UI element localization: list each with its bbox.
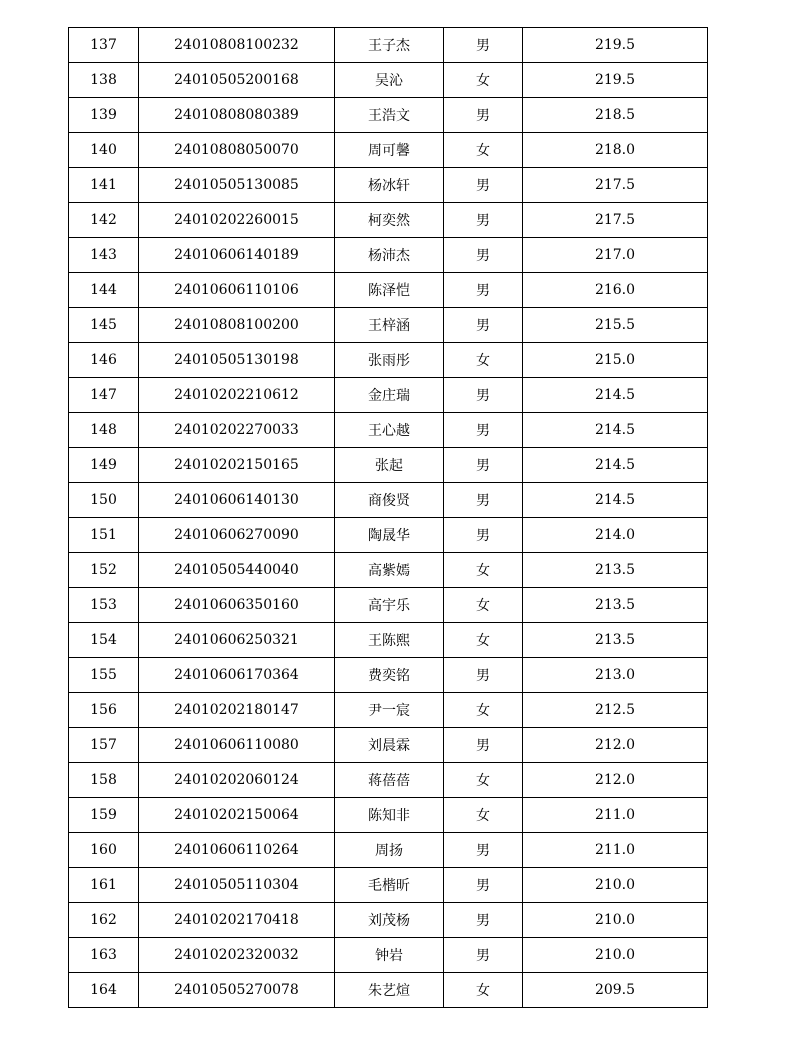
- table-row: [69, 588, 708, 623]
- score-cell: 211.0: [523, 798, 708, 833]
- table-row: [69, 168, 708, 203]
- score-cell: 214.5: [523, 448, 708, 483]
- student-name-cell: 王子杰: [335, 28, 444, 63]
- results-table: [68, 27, 708, 1008]
- row-number-cell: 141: [69, 168, 139, 203]
- row-number-cell: 142: [69, 203, 139, 238]
- student-name-cell: 王梓涵: [335, 308, 444, 343]
- student-name-cell: 刘茂杨: [335, 903, 444, 938]
- score-cell: 211.0: [523, 833, 708, 868]
- score-cell: 213.5: [523, 623, 708, 658]
- gender-cell: 男: [444, 238, 523, 273]
- table-row: [69, 98, 708, 133]
- row-number-cell: 147: [69, 378, 139, 413]
- student-name-cell: 蒋蓓蓓: [335, 763, 444, 798]
- score-cell: 219.5: [523, 28, 708, 63]
- exam-id-cell: 24010202150165: [139, 448, 335, 483]
- row-number-cell: 150: [69, 483, 139, 518]
- table-row: [69, 938, 708, 973]
- exam-id-cell: 24010505130085: [139, 168, 335, 203]
- row-number-cell: 138: [69, 63, 139, 98]
- row-number-cell: 155: [69, 658, 139, 693]
- score-cell: 210.0: [523, 938, 708, 973]
- gender-cell: 男: [444, 28, 523, 63]
- student-name-cell: 张雨彤: [335, 343, 444, 378]
- table-row: [69, 973, 708, 1008]
- score-cell: 217.5: [523, 168, 708, 203]
- row-number-cell: 157: [69, 728, 139, 763]
- score-cell: 214.0: [523, 518, 708, 553]
- exam-id-cell: 24010505110304: [139, 868, 335, 903]
- exam-id-cell: 24010505130198: [139, 343, 335, 378]
- student-name-cell: 王心越: [335, 413, 444, 448]
- exam-id-cell: 24010202060124: [139, 763, 335, 798]
- student-name-cell: 陶晟华: [335, 518, 444, 553]
- student-name-cell: 毛楷昕: [335, 868, 444, 903]
- exam-id-cell: 24010808100232: [139, 28, 335, 63]
- exam-id-cell: 24010505200168: [139, 63, 335, 98]
- row-number-cell: 161: [69, 868, 139, 903]
- student-name-cell: 尹一宸: [335, 693, 444, 728]
- student-name-cell: 周可馨: [335, 133, 444, 168]
- gender-cell: 女: [444, 973, 523, 1008]
- exam-id-cell: 24010606140189: [139, 238, 335, 273]
- table-row: [69, 28, 708, 63]
- gender-cell: 女: [444, 763, 523, 798]
- table-row: [69, 833, 708, 868]
- exam-id-cell: 24010606270090: [139, 518, 335, 553]
- row-number-cell: 149: [69, 448, 139, 483]
- score-cell: 219.5: [523, 63, 708, 98]
- row-number-cell: 154: [69, 623, 139, 658]
- table-row: [69, 448, 708, 483]
- student-name-cell: 王浩文: [335, 98, 444, 133]
- row-number-cell: 153: [69, 588, 139, 623]
- gender-cell: 男: [444, 833, 523, 868]
- row-number-cell: 160: [69, 833, 139, 868]
- row-number-cell: 144: [69, 273, 139, 308]
- table-row: [69, 63, 708, 98]
- gender-cell: 女: [444, 133, 523, 168]
- table-row: [69, 413, 708, 448]
- row-number-cell: 152: [69, 553, 139, 588]
- gender-cell: 男: [444, 658, 523, 693]
- table-row: [69, 308, 708, 343]
- exam-id-cell: 24010606110106: [139, 273, 335, 308]
- exam-id-cell: 24010606250321: [139, 623, 335, 658]
- score-cell: 210.0: [523, 868, 708, 903]
- table-row: [69, 728, 708, 763]
- gender-cell: 女: [444, 553, 523, 588]
- exam-id-cell: 24010202260015: [139, 203, 335, 238]
- score-cell: 212.5: [523, 693, 708, 728]
- score-cell: 210.0: [523, 903, 708, 938]
- exam-id-cell: 24010606110264: [139, 833, 335, 868]
- table-row: [69, 553, 708, 588]
- exam-id-cell: 24010505270078: [139, 973, 335, 1008]
- score-cell: 217.5: [523, 203, 708, 238]
- gender-cell: 男: [444, 378, 523, 413]
- student-name-cell: 朱艺煊: [335, 973, 444, 1008]
- row-number-cell: 146: [69, 343, 139, 378]
- gender-cell: 女: [444, 343, 523, 378]
- gender-cell: 男: [444, 483, 523, 518]
- gender-cell: 男: [444, 168, 523, 203]
- gender-cell: 男: [444, 728, 523, 763]
- table-row: [69, 868, 708, 903]
- student-name-cell: 金庄瑞: [335, 378, 444, 413]
- row-number-cell: 158: [69, 763, 139, 798]
- exam-id-cell: 24010202170418: [139, 903, 335, 938]
- gender-cell: 女: [444, 63, 523, 98]
- student-name-cell: 杨冰轩: [335, 168, 444, 203]
- exam-id-cell: 24010606110080: [139, 728, 335, 763]
- row-number-cell: 159: [69, 798, 139, 833]
- row-number-cell: 140: [69, 133, 139, 168]
- student-name-cell: 商俊贤: [335, 483, 444, 518]
- exam-id-cell: 24010606170364: [139, 658, 335, 693]
- score-cell: 218.5: [523, 98, 708, 133]
- row-number-cell: 143: [69, 238, 139, 273]
- row-number-cell: 156: [69, 693, 139, 728]
- gender-cell: 男: [444, 413, 523, 448]
- student-name-cell: 陈知非: [335, 798, 444, 833]
- score-cell: 212.0: [523, 763, 708, 798]
- student-name-cell: 杨沛杰: [335, 238, 444, 273]
- score-cell: 216.0: [523, 273, 708, 308]
- gender-cell: 男: [444, 448, 523, 483]
- student-name-cell: 张起: [335, 448, 444, 483]
- student-name-cell: 高宇乐: [335, 588, 444, 623]
- exam-id-cell: 24010202210612: [139, 378, 335, 413]
- score-cell: 212.0: [523, 728, 708, 763]
- gender-cell: 女: [444, 798, 523, 833]
- student-name-cell: 周扬: [335, 833, 444, 868]
- exam-id-cell: 24010202320032: [139, 938, 335, 973]
- student-name-cell: 陈泽恺: [335, 273, 444, 308]
- row-number-cell: 139: [69, 98, 139, 133]
- table-row: [69, 273, 708, 308]
- row-number-cell: 137: [69, 28, 139, 63]
- score-cell: 218.0: [523, 133, 708, 168]
- student-name-cell: 王陈熙: [335, 623, 444, 658]
- score-cell: 217.0: [523, 238, 708, 273]
- row-number-cell: 145: [69, 308, 139, 343]
- student-name-cell: 费奕铭: [335, 658, 444, 693]
- gender-cell: 男: [444, 868, 523, 903]
- table-row: [69, 483, 708, 518]
- exam-id-cell: 24010808080389: [139, 98, 335, 133]
- table-row: [69, 658, 708, 693]
- table-row: [69, 903, 708, 938]
- student-name-cell: 吴沁: [335, 63, 444, 98]
- exam-id-cell: 24010202150064: [139, 798, 335, 833]
- table-row: [69, 623, 708, 658]
- gender-cell: 男: [444, 273, 523, 308]
- gender-cell: 男: [444, 98, 523, 133]
- student-name-cell: 高紫嫣: [335, 553, 444, 588]
- gender-cell: 女: [444, 693, 523, 728]
- gender-cell: 男: [444, 203, 523, 238]
- results-table-body: [69, 28, 708, 1008]
- row-number-cell: 164: [69, 973, 139, 1008]
- exam-id-cell: 24010202180147: [139, 693, 335, 728]
- score-cell: 215.5: [523, 308, 708, 343]
- row-number-cell: 162: [69, 903, 139, 938]
- gender-cell: 男: [444, 903, 523, 938]
- gender-cell: 男: [444, 308, 523, 343]
- table-row: [69, 238, 708, 273]
- score-cell: 213.5: [523, 588, 708, 623]
- exam-id-cell: 24010606140130: [139, 483, 335, 518]
- student-name-cell: 刘晨霖: [335, 728, 444, 763]
- score-cell: 213.0: [523, 658, 708, 693]
- table-row: [69, 518, 708, 553]
- score-cell: 213.5: [523, 553, 708, 588]
- score-cell: 214.5: [523, 413, 708, 448]
- exam-id-cell: 24010505440040: [139, 553, 335, 588]
- score-cell: 215.0: [523, 343, 708, 378]
- student-name-cell: 柯奕然: [335, 203, 444, 238]
- score-cell: 214.5: [523, 378, 708, 413]
- table-row: [69, 693, 708, 728]
- exam-id-cell: 24010202270033: [139, 413, 335, 448]
- student-name-cell: 钟岩: [335, 938, 444, 973]
- exam-id-cell: 24010606350160: [139, 588, 335, 623]
- score-cell: 214.5: [523, 483, 708, 518]
- row-number-cell: 151: [69, 518, 139, 553]
- row-number-cell: 163: [69, 938, 139, 973]
- row-number-cell: 148: [69, 413, 139, 448]
- gender-cell: 男: [444, 518, 523, 553]
- gender-cell: 男: [444, 938, 523, 973]
- table-row: [69, 378, 708, 413]
- table-row: [69, 133, 708, 168]
- exam-id-cell: 24010808100200: [139, 308, 335, 343]
- gender-cell: 女: [444, 623, 523, 658]
- gender-cell: 女: [444, 588, 523, 623]
- exam-id-cell: 24010808050070: [139, 133, 335, 168]
- table-row: [69, 763, 708, 798]
- table-row: [69, 203, 708, 238]
- score-cell: 209.5: [523, 973, 708, 1008]
- table-row: [69, 798, 708, 833]
- table-row: [69, 343, 708, 378]
